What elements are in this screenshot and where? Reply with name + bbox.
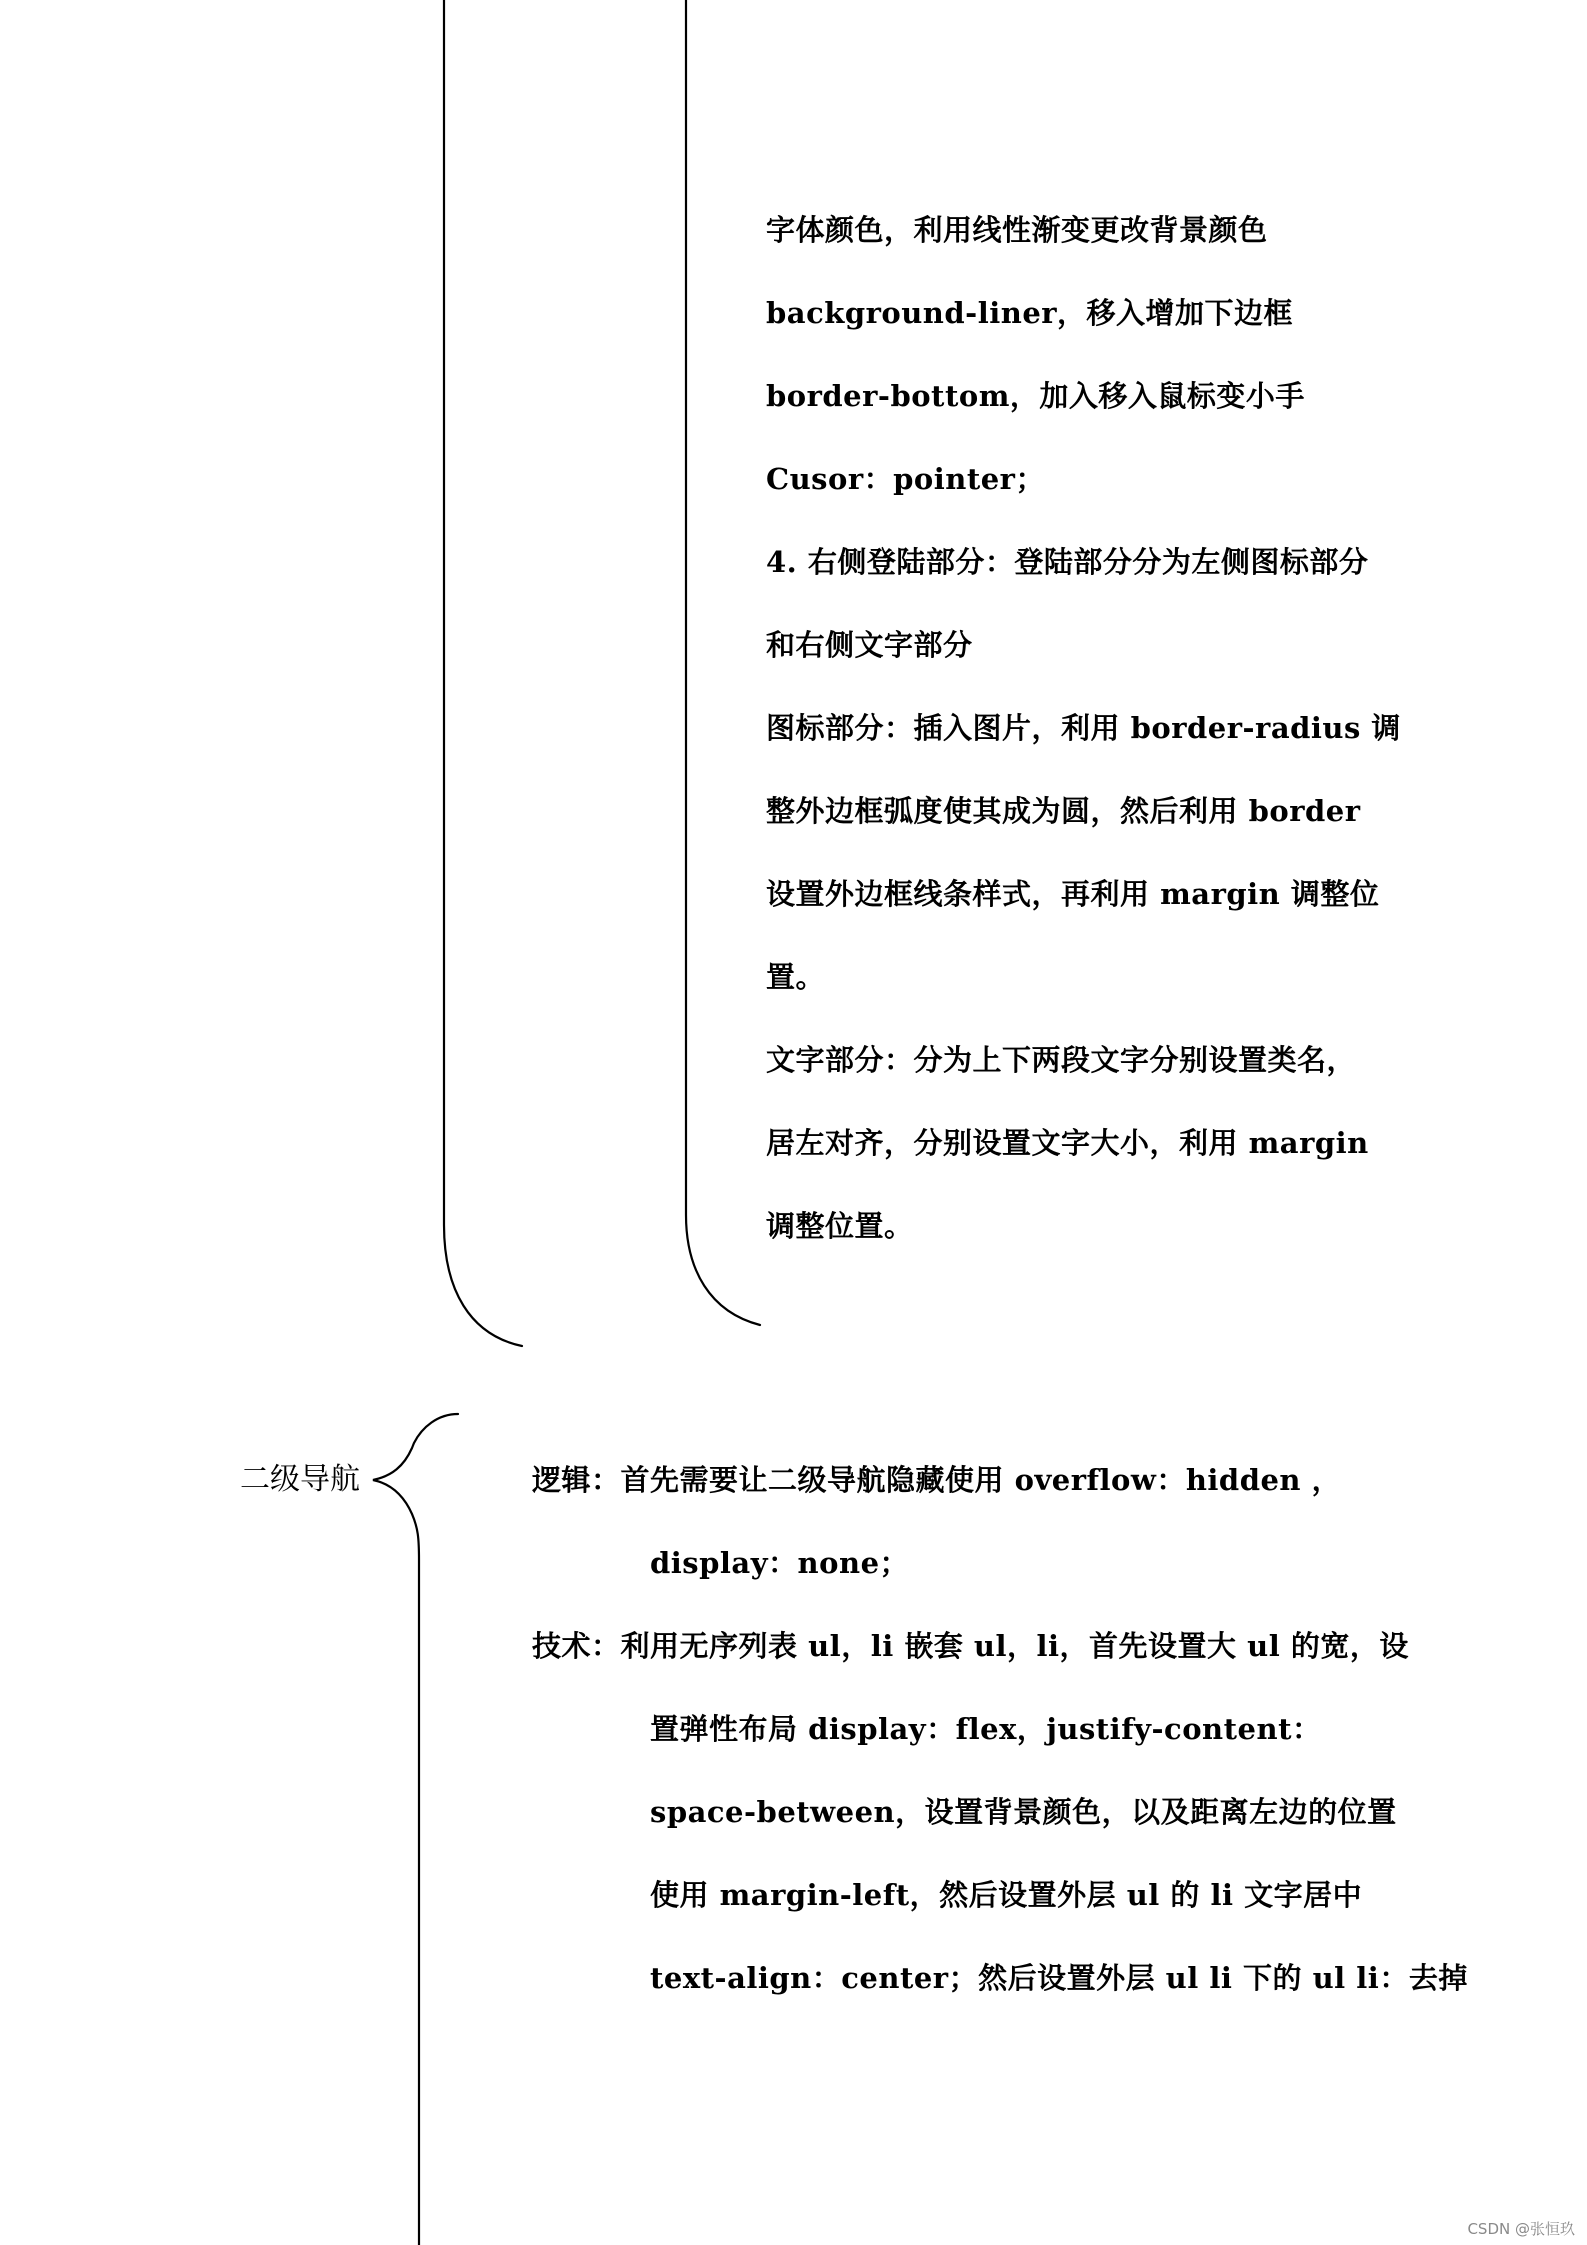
tech-text-line: 使用 margin-left，然后设置外层 ul 的 li 文字居中 — [650, 1878, 1363, 1912]
upper-text-line: 居左对齐，分别设置文字大小，利用 margin — [766, 1126, 1369, 1160]
logic-text-line: 逻辑：首先需要让二级导航隐藏使用 overflow：hidden ， — [532, 1463, 1342, 1497]
inner-brace-line — [686, 0, 760, 1325]
tech-text-line: 技术：利用无序列表 ul，li 嵌套 ul，li，首先设置大 ul 的宽，设 — [532, 1629, 1409, 1663]
secondary-nav-brace — [373, 1414, 458, 2245]
upper-text-line: 4. 右侧登陆部分：登陆部分分为左侧图标部分 — [766, 545, 1369, 579]
upper-text-line: Cusor：pointer； — [766, 462, 1045, 496]
upper-text-line: 置。 — [766, 960, 826, 994]
upper-text-line: border-bottom，加入移入鼠标变小手 — [766, 379, 1305, 413]
upper-text-line: background-liner，移入增加下边框 — [766, 296, 1294, 330]
csdn-watermark: CSDN @张恒玖 — [1467, 2220, 1575, 2238]
upper-text-line: 图标部分：插入图片，利用 border-radius 调 — [766, 711, 1401, 745]
upper-text-line: 设置外边框线条样式，再利用 margin 调整位 — [766, 877, 1380, 911]
upper-text-line: 和右侧文字部分 — [766, 628, 973, 662]
upper-text-line: 整外边框弧度使其成为圆，然后利用 border — [766, 794, 1361, 828]
upper-text-line: 字体颜色，利用线性渐变更改背景颜色 — [766, 213, 1268, 247]
tech-text-line: space-between，设置背景颜色，以及距离左边的位置 — [650, 1795, 1397, 1829]
tech-text-line: text-align：center；然后设置外层 ul li 下的 ul li：去掉 — [650, 1961, 1468, 1995]
secondary-nav-node-label: 二级导航 — [240, 1462, 360, 1497]
outer-brace-line — [444, 0, 522, 1346]
logic-text-line: display：none； — [650, 1546, 910, 1580]
tech-text-line: 置弹性布局 display：flex，justify-content： — [650, 1712, 1322, 1746]
upper-text-line: 调整位置。 — [766, 1209, 914, 1243]
upper-text-line: 文字部分：分为上下两段文字分别设置类名， — [766, 1043, 1357, 1077]
